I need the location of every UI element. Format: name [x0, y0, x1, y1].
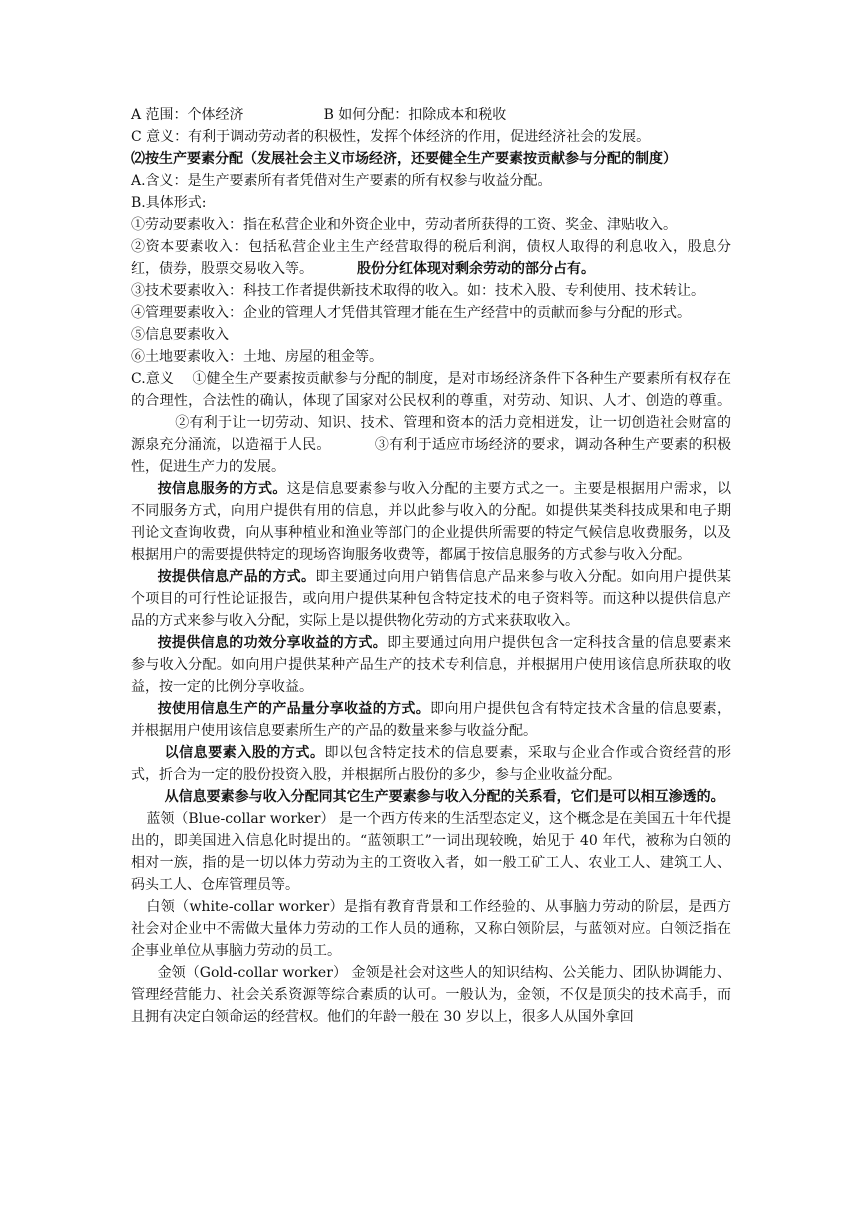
list-item-technology-income: ③技术要素收入：科技工作者提供新技术取得的收入。如：技术入股、专利使用、技术转让。	[131, 283, 705, 299]
info-service-text: 这是信息要素参与收入分配的主要方式之一。主要是根据用户需求，以不同服务方式，向用户提供有用的信息，并以此参与收入的分配。如提供某类科技成果和电子期刊论文查询收费，向从事种植业和渔业等部门的企业提供所需要的特定气候信息收费服务，以及根据用户的需要提供特定的现场咨询服务收费等，都属于按信息服务的方式参与收入分配。	[131, 481, 731, 563]
paragraph-info-efficacy	[131, 632, 731, 698]
paragraph-info-service	[131, 478, 731, 566]
list-item-information-income: ⑤信息要素收入	[131, 327, 229, 343]
paragraph-scope	[131, 104, 731, 126]
paragraph-definition: A.含义：是生产要素所有者凭借对生产要素的所有权参与收益分配。	[131, 173, 552, 189]
paragraph-info-output	[131, 698, 731, 742]
paragraph-info-shares	[131, 742, 731, 786]
list-item-labor-income: ①劳动要素收入：指在私营企业和外资企业中，劳动者所获得的工资、奖金、津贴收入。	[131, 217, 677, 233]
paragraph-significance-factors	[131, 368, 731, 478]
paragraph-blue-collar: 蓝领（Blue-collar worker） 是一个西方传来的生活型态定义，这个概念是在美国五十年代提出的，即美国进入信息化时提出的。“蓝领职工”一词出现较晚，始见于 40 年代，被称为白领的相对一族，指的是一切以体力劳动为主的工资收入者，如一般工矿工人、农业工人、建筑工人、码头工人、仓库管理员等。	[131, 811, 731, 893]
paragraph-gold-collar: 金领（Gold-collar worker） 金领是社会对这些人的知识结构、公关能力、团队协调能力、管理经营能力、社会关系资源等综合素质的认可。一般认为，金领，不仅是顶尖的技术高手，而且拥有决定白领命运的经营权。他们的年龄一般在 30 岁以上，很多人从国外拿回	[131, 965, 731, 1025]
list-item-land-income: ⑥土地要素收入：土地、房屋的租金等。	[131, 349, 383, 365]
list-item-capital-income	[131, 236, 731, 280]
list-item-management-income: ④管理要素收入：企业的管理人才凭借其管理才能在生产经营中的贡献而参与分配的形式。	[131, 305, 691, 321]
info-efficacy-text: 即主要通过向用户提供包含一定科技含量的信息要素来参与收入分配。如向用户提供某种产品生产的技术专利信息，并根据用户使用该信息所获取的收益，按一定的比例分享收益。	[131, 635, 731, 695]
info-output-text: 即向用户提供包含有特定技术含量的信息要素，并根据用户使用该信息要素所生产的产品的数量来参与收益分配。	[131, 701, 731, 739]
info-efficacy-bold: 按提供信息的功效分享收益的方式。	[157, 635, 388, 651]
significance-label: C.意义	[131, 371, 175, 387]
significance-point-2: ②有利于让一切劳动、知识、技术、管理和资本的活力竞相迸发，让一切创造社会财富的源泉充分涌流，以造福于人民。	[131, 415, 731, 453]
distribution-text: B 如何分配：扣除成本和税收	[323, 107, 507, 123]
info-shares-bold: 以信息要素入股的方式。	[164, 745, 325, 761]
significance-point-1: ①健全生产要素按贡献参与分配的制度，是对市场经济条件下各种生产要素所有权存在的合理性，合法性的确认，体现了国家对公民权利的尊重，对劳动、知识、人才、创造的尊重。	[131, 371, 731, 409]
capital-income-text: ②资本要素收入：包括私营企业主生产经营取得的税后利润，债权人取得的利息收入，股息分红，债券，股票交易收入等。	[131, 239, 731, 277]
paragraph-white-collar: 白领（white-collar worker）是指有教育背景和工作经验的、从事脑力劳动的阶层，是西方社会对企业中不需做大量体力劳动的工作人员的通称，又称白领阶层，与蓝领对应。白领泛指在企事业单位从事脑力劳动的员工。	[131, 899, 731, 959]
info-output-bold: 按使用信息生产的产品量分享收益的方式。	[157, 701, 431, 717]
significance-point-3: ③有利于适应市场经济的要求，调动各种生产要素的积极性，促进生产力的发展。	[131, 437, 732, 475]
document-page	[131, 104, 731, 1028]
paragraph-significance-individual: C 意义：有利于调动劳动者的积极性，发挥个体经济的作用，促进经济社会的发展。	[131, 129, 651, 145]
info-service-bold: 按信息服务的方式。	[157, 481, 287, 497]
paragraph-info-product	[131, 566, 731, 632]
scope-text: A 范围：个体经济	[131, 107, 244, 123]
info-shares-text: 即以包含特定技术的信息要素，采取与企业合作或合资经营的形式，折合为一定的股份投资入股，并根据所占股份的多少，参与企业收益分配。	[131, 745, 732, 783]
info-product-text: 即主要通过向用户销售信息产品来参与收入分配。如向用户提供某个项目的可行性论证报告，或向用户提供某种包含特定技术的电子资料等。而这种以提供信息产品的方式来参与收入分配，实际上是以提供物化劳动的方式来获取收入。	[131, 569, 731, 629]
paragraph-forms-heading: B.具体形式:	[131, 195, 207, 211]
heading-factor-distribution: ⑵按生产要素分配（发展社会主义市场经济，还要健全生产要素按贡献参与分配的制度）	[131, 151, 677, 167]
capital-income-bold: 股份分红体现对剩余劳动的部分占有。	[357, 261, 595, 277]
info-product-bold: 按提供信息产品的方式。	[157, 569, 316, 585]
paragraph-mutual-penetration: 从信息要素参与收入分配同其它生产要素参与收入分配的关系看，它们是可以相互渗透的。	[164, 789, 725, 805]
